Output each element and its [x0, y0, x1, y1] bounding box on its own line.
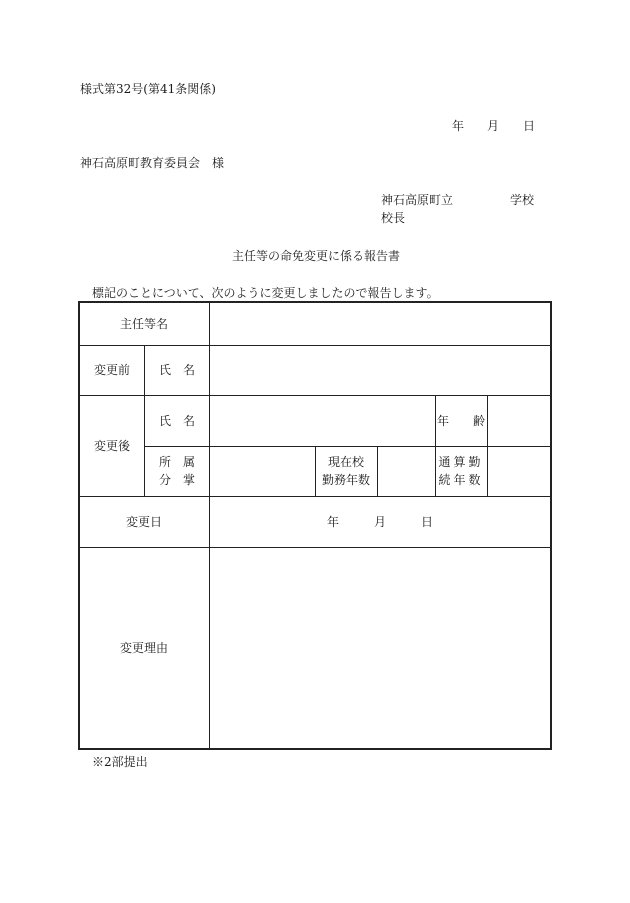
document-title: 主任等の命免変更に係る報告書	[232, 249, 401, 263]
change-date-day: 日	[420, 515, 434, 529]
table-border-left	[78, 301, 80, 750]
table-border-top	[78, 301, 552, 303]
before-name-label: 氏 名	[158, 363, 196, 377]
school-prefix: 神石高原町立	[381, 193, 454, 207]
affiliation-label	[159, 453, 195, 489]
col-line	[144, 345, 145, 497]
table-border-bottom	[78, 748, 552, 750]
change-date-month: 月	[373, 515, 387, 529]
addressee: 神石高原町教育委員会 様	[80, 156, 225, 170]
col-line	[209, 302, 210, 749]
intro-text: 標記のことについて、次のように変更しましたので報告します。	[92, 286, 439, 300]
shunin-label: 主任等名	[119, 317, 169, 331]
row-line	[79, 345, 551, 346]
row-line	[79, 395, 551, 396]
principal-label: 校長	[381, 211, 406, 225]
current-school-line2: 勤務年数	[321, 473, 371, 487]
current-school-years-label	[322, 453, 370, 489]
col-line	[377, 446, 378, 497]
before-label: 変更前	[93, 363, 131, 377]
table-border-right	[550, 301, 552, 750]
date-month: 月	[487, 119, 500, 133]
row-line	[144, 446, 551, 447]
date-day: 日	[523, 119, 536, 133]
col-line	[435, 395, 436, 497]
total-years-label	[438, 453, 483, 489]
row-line	[79, 547, 551, 548]
col-line	[487, 395, 488, 497]
current-school-line1: 現在校	[327, 455, 365, 469]
age-label: 年 齢	[436, 414, 486, 428]
reason-label: 変更理由	[119, 641, 169, 655]
school-suffix: 学校	[510, 193, 535, 207]
col-line	[315, 446, 316, 497]
change-date-label: 変更日	[125, 515, 163, 529]
affiliation-line2: 分 掌	[158, 473, 196, 487]
footnote: ※2部提出	[92, 755, 148, 769]
change-date-year: 年	[326, 515, 340, 529]
after-name-label: 氏 名	[158, 414, 196, 428]
affiliation-line1: 所 属	[158, 455, 196, 469]
date-year: 年	[452, 119, 465, 133]
form-number: 様式第32号(第41条関係)	[80, 82, 216, 96]
total-years-line1: 通算勤	[438, 455, 484, 469]
total-years-line2: 続年数	[438, 473, 484, 487]
after-label: 変更後	[93, 439, 131, 453]
